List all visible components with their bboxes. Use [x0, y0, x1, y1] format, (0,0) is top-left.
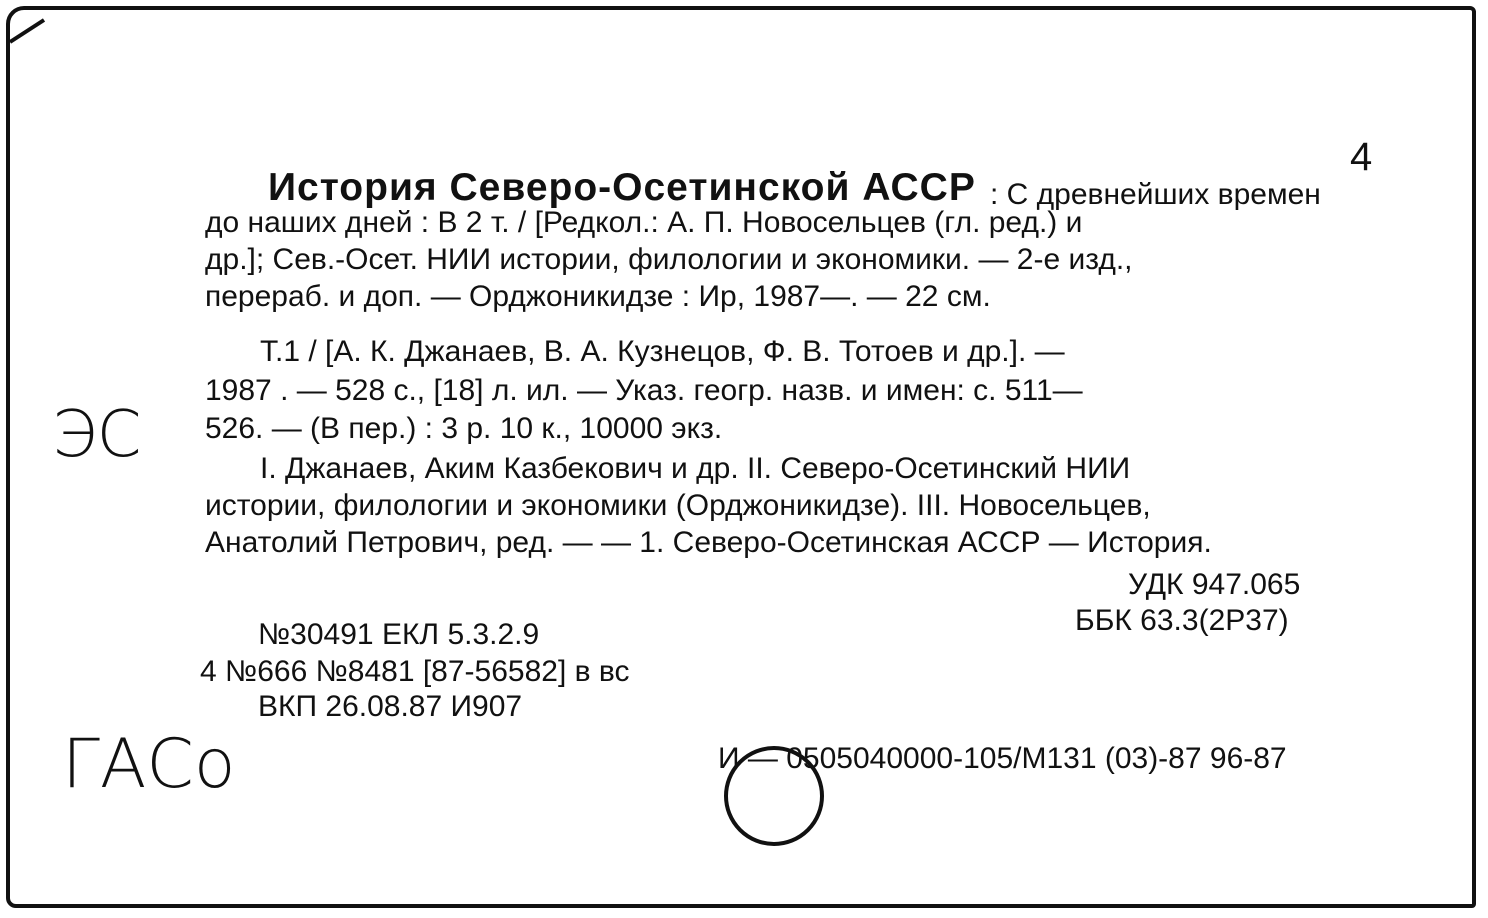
card-number: 4 [1350, 135, 1373, 179]
description-line: до наших дней : В 2 т. / [Редкол.: А. П. Новосельцев (гл. ред.) и [205, 206, 1083, 239]
volume-line: 526. — (В пер.) : 3 р. 10 к., 10000 экз. [205, 412, 723, 445]
accession-line: ВКП 26.08.87 И907 [258, 690, 523, 723]
corner-tick-icon [4, 12, 64, 52]
entry-line: истории, филологии и экономики (Орджоникидзе). III. Новосельцев, [205, 489, 1151, 522]
description-line: перераб. и доп. — Орджоникидзе : Ир, 1987—. — 22 см. [205, 280, 991, 313]
card-code: И — 0505040000-105/М131 (03)-87 96-87 [718, 742, 1287, 775]
handwritten-mark-left: ЭС [52, 398, 142, 472]
handwritten-mark-bottom: ГАСо [62, 725, 236, 804]
description-line: др.]; Сев.-Осет. НИИ истории, филологии и экономики. — 2-е изд., [205, 243, 1133, 276]
volume-line: Т.1 / [А. К. Джанаев, В. А. Кузнецов, Ф. В. Тотоев и др.]. — [260, 335, 1065, 368]
accession-line: 4 №666 №8481 [87-56582] в вс [200, 655, 630, 688]
bbk-code: ББК 63.3(2Р37) [1075, 604, 1289, 637]
udk-code: УДК 947.065 [1128, 568, 1301, 601]
circle-stamp-icon [718, 740, 838, 850]
book-subtitle: : С древнейших времен [990, 178, 1321, 211]
accession-line: №30491 ЕКЛ 5.3.2.9 [258, 618, 540, 651]
book-title: История Северо-Осетинской АССР [268, 166, 976, 209]
volume-line: 1987 . — 528 с., [18] л. ил. — Указ. геогр. назв. и имен: с. 511— [205, 374, 1083, 407]
entry-line: Анатолий Петрович, ред. — — 1. Северо-Осетинская АССР — История. [205, 526, 1212, 559]
entry-line: I. Джанаев, Аким Казбекович и др. II. Северо-Осетинский НИИ [260, 452, 1131, 485]
